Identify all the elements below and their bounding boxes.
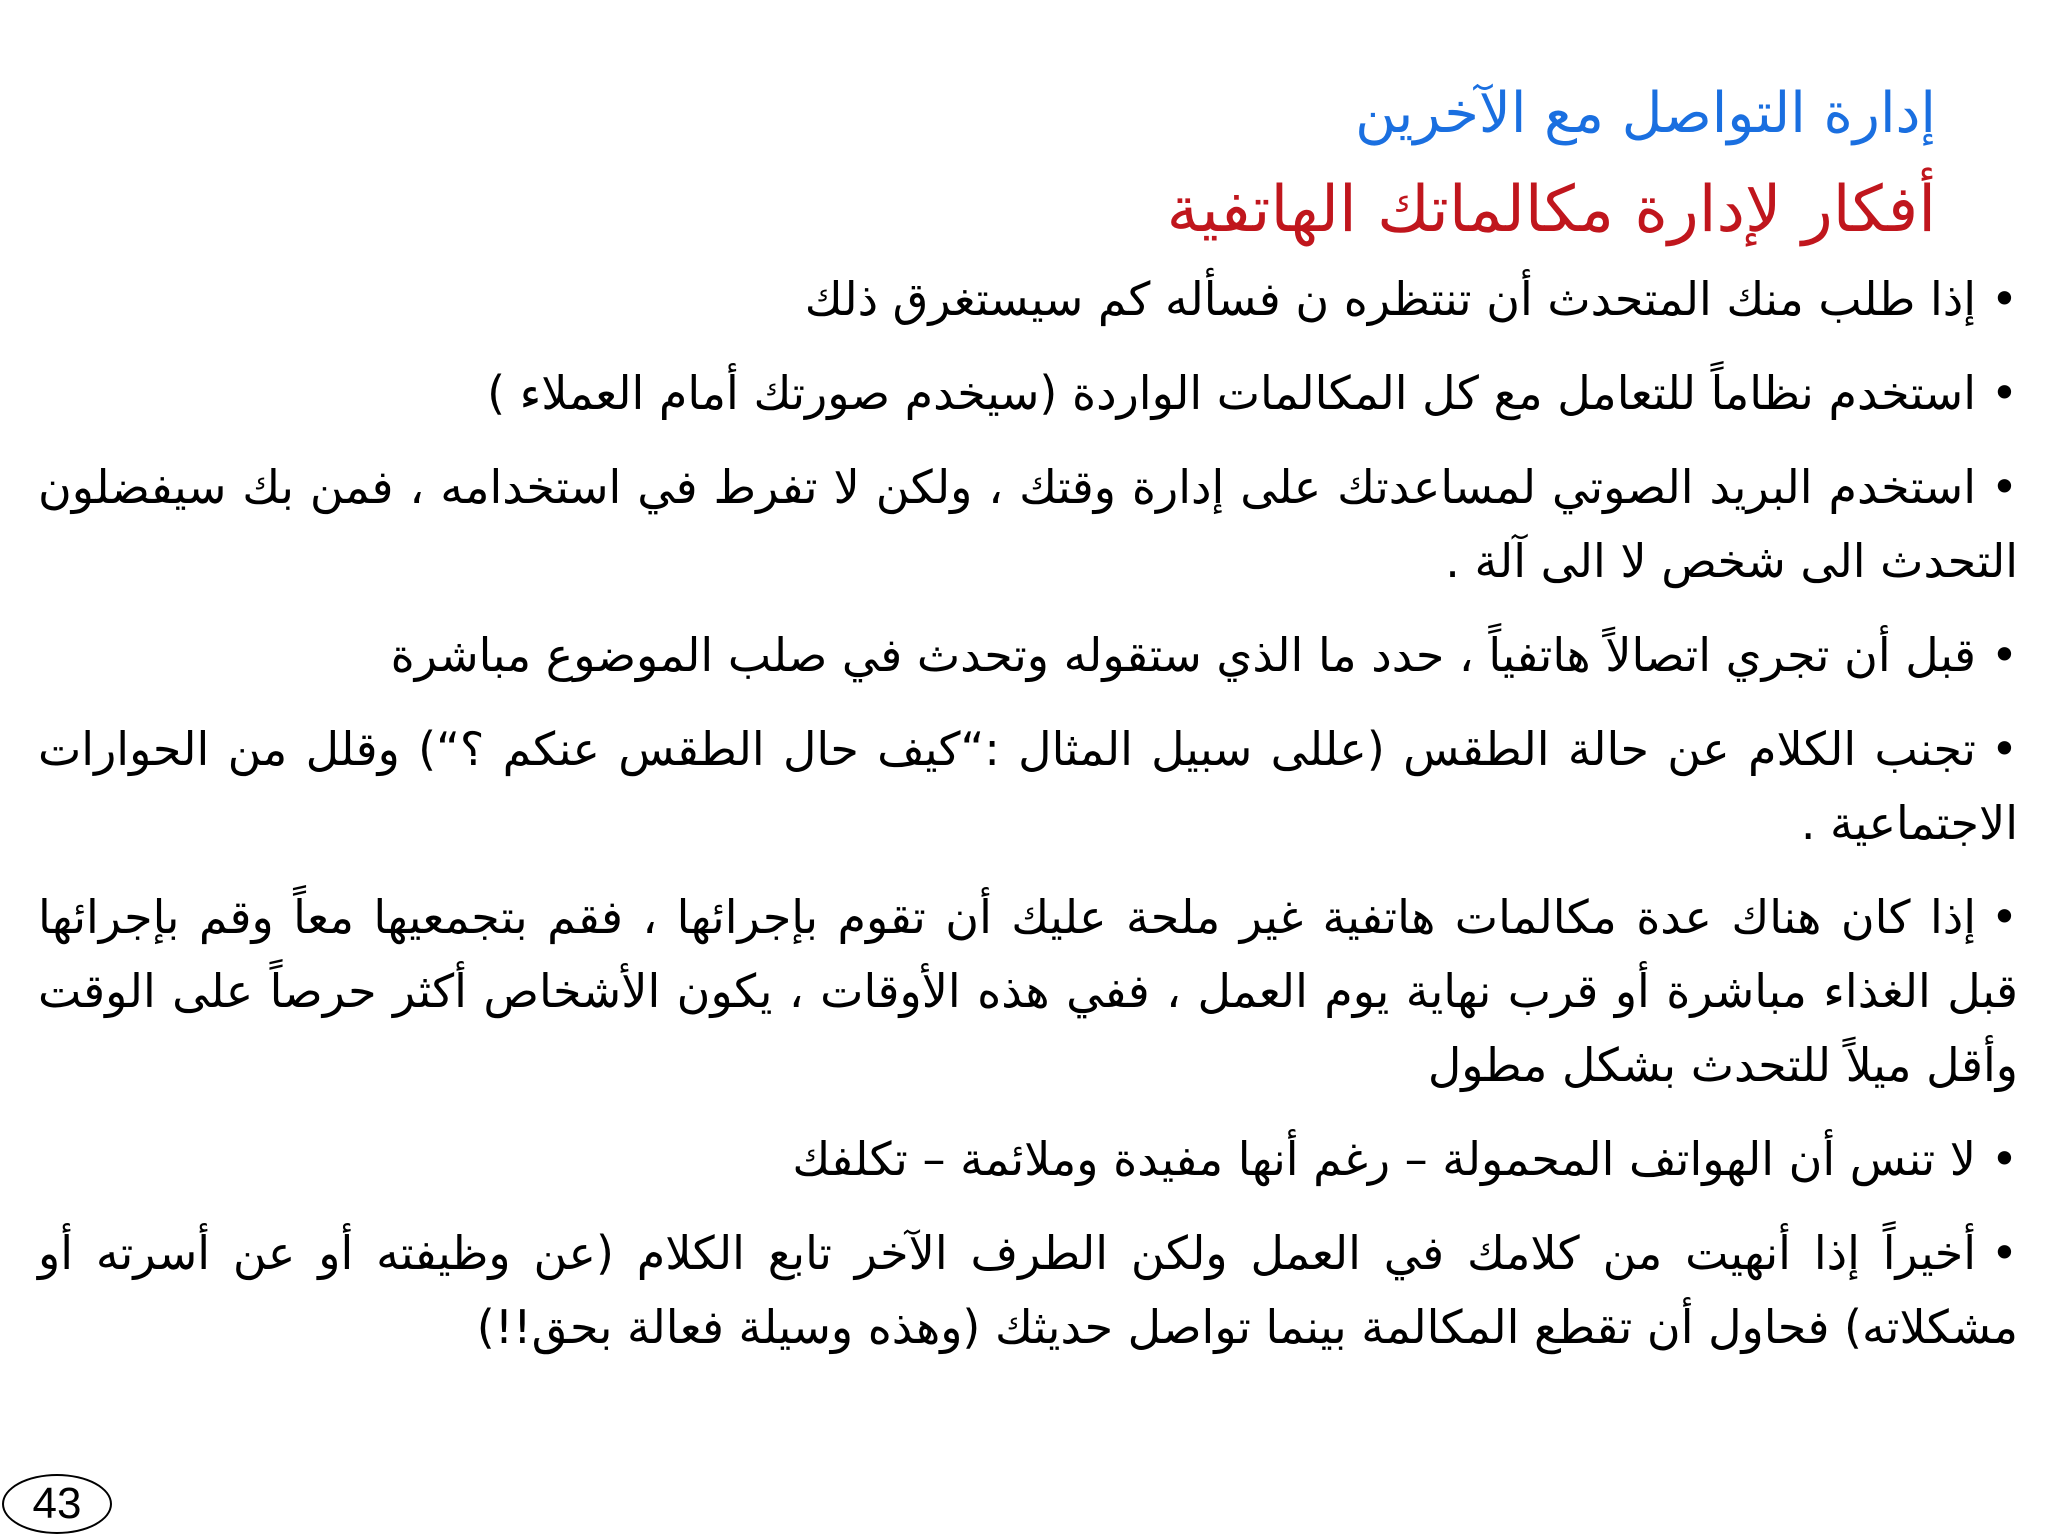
bullet-item (38, 618, 2018, 692)
bullet-item (38, 880, 2018, 1102)
bullet-dot-icon: • (1990, 628, 2018, 682)
bullet-text: إذا طلب منك المتحدث أن تنتظره ن فسأله كم سيستغرق ذلك (804, 272, 1976, 326)
bullet-dot-icon: • (1990, 1132, 2018, 1186)
bullet-dot-icon: • (1990, 460, 2018, 514)
bullet-dot-icon: • (1990, 272, 2018, 326)
slide-title: أفكار لإدارة مكالماتك الهاتفية (1166, 173, 1936, 247)
bullet-text: قبل أن تجري اتصالاً هاتفياً ، حدد ما الذي ستقوله وتحدث في صلب الموضوع مباشرة (390, 628, 1976, 682)
bullet-dot-icon: • (1990, 1226, 2018, 1280)
bullet-dot-icon: • (1990, 722, 2018, 776)
bullet-text: أخيراً إذا أنهيت من كلامك في العمل ولكن الطرف الآخر تابع الكلام (عن وظيفته أو عن أسرته أو مشكلاته) فحاول أن تقطع المكالمة بينما تواصل حديثك (وهذه وسيلة فعالة بحق!!) (38, 1226, 2018, 1354)
bullet-item (38, 1216, 2018, 1364)
page-number-badge: 43 (2, 1474, 112, 1534)
bullet-list (38, 262, 2018, 1384)
bullet-item (38, 356, 2018, 430)
bullet-item (38, 262, 2018, 336)
bullet-text: استخدم البريد الصوتي لمساعدتك على إدارة وقتك ، ولكن لا تفرط في استخدامه ، فمن بك سيفضلون التحدث الى شخص لا الى آلة . (38, 460, 2018, 588)
bullet-item (38, 1122, 2018, 1196)
bullet-text: لا تنس أن الهواتف المحمولة – رغم أنها مفيدة وملائمة – تكلفك (792, 1132, 1976, 1186)
bullet-text: تجنب الكلام عن حالة الطقس (عللى سبيل المثال :“كيف حال الطقس عنكم ؟“) وقلل من الحوارات الاجتماعية . (38, 722, 2018, 850)
bullet-dot-icon: • (1990, 366, 2018, 420)
bullet-dot-icon: • (1990, 890, 2018, 944)
bullet-item (38, 712, 2018, 860)
bullet-item (38, 450, 2018, 598)
bullet-text: إذا كان هناك عدة مكالمات هاتفية غير ملحة عليك أن تقوم بإجرائها ، فقم بتجمعيها معاً وقم بإجرائها قبل الغذاء مباشرة أو قرب نهاية يوم العمل ، ففي هذه الأوقات ، يكون الأشخاص أكثر حرصاً على الوقت وأقل ميلاً للتحدث بشكل مطول (38, 890, 2018, 1092)
section-title: إدارة التواصل مع الآخرين (1355, 81, 1936, 146)
bullet-text: استخدم نظاماً للتعامل مع كل المكالمات الواردة (سيخدم صورتك أمام العملاء ) (487, 366, 1976, 420)
